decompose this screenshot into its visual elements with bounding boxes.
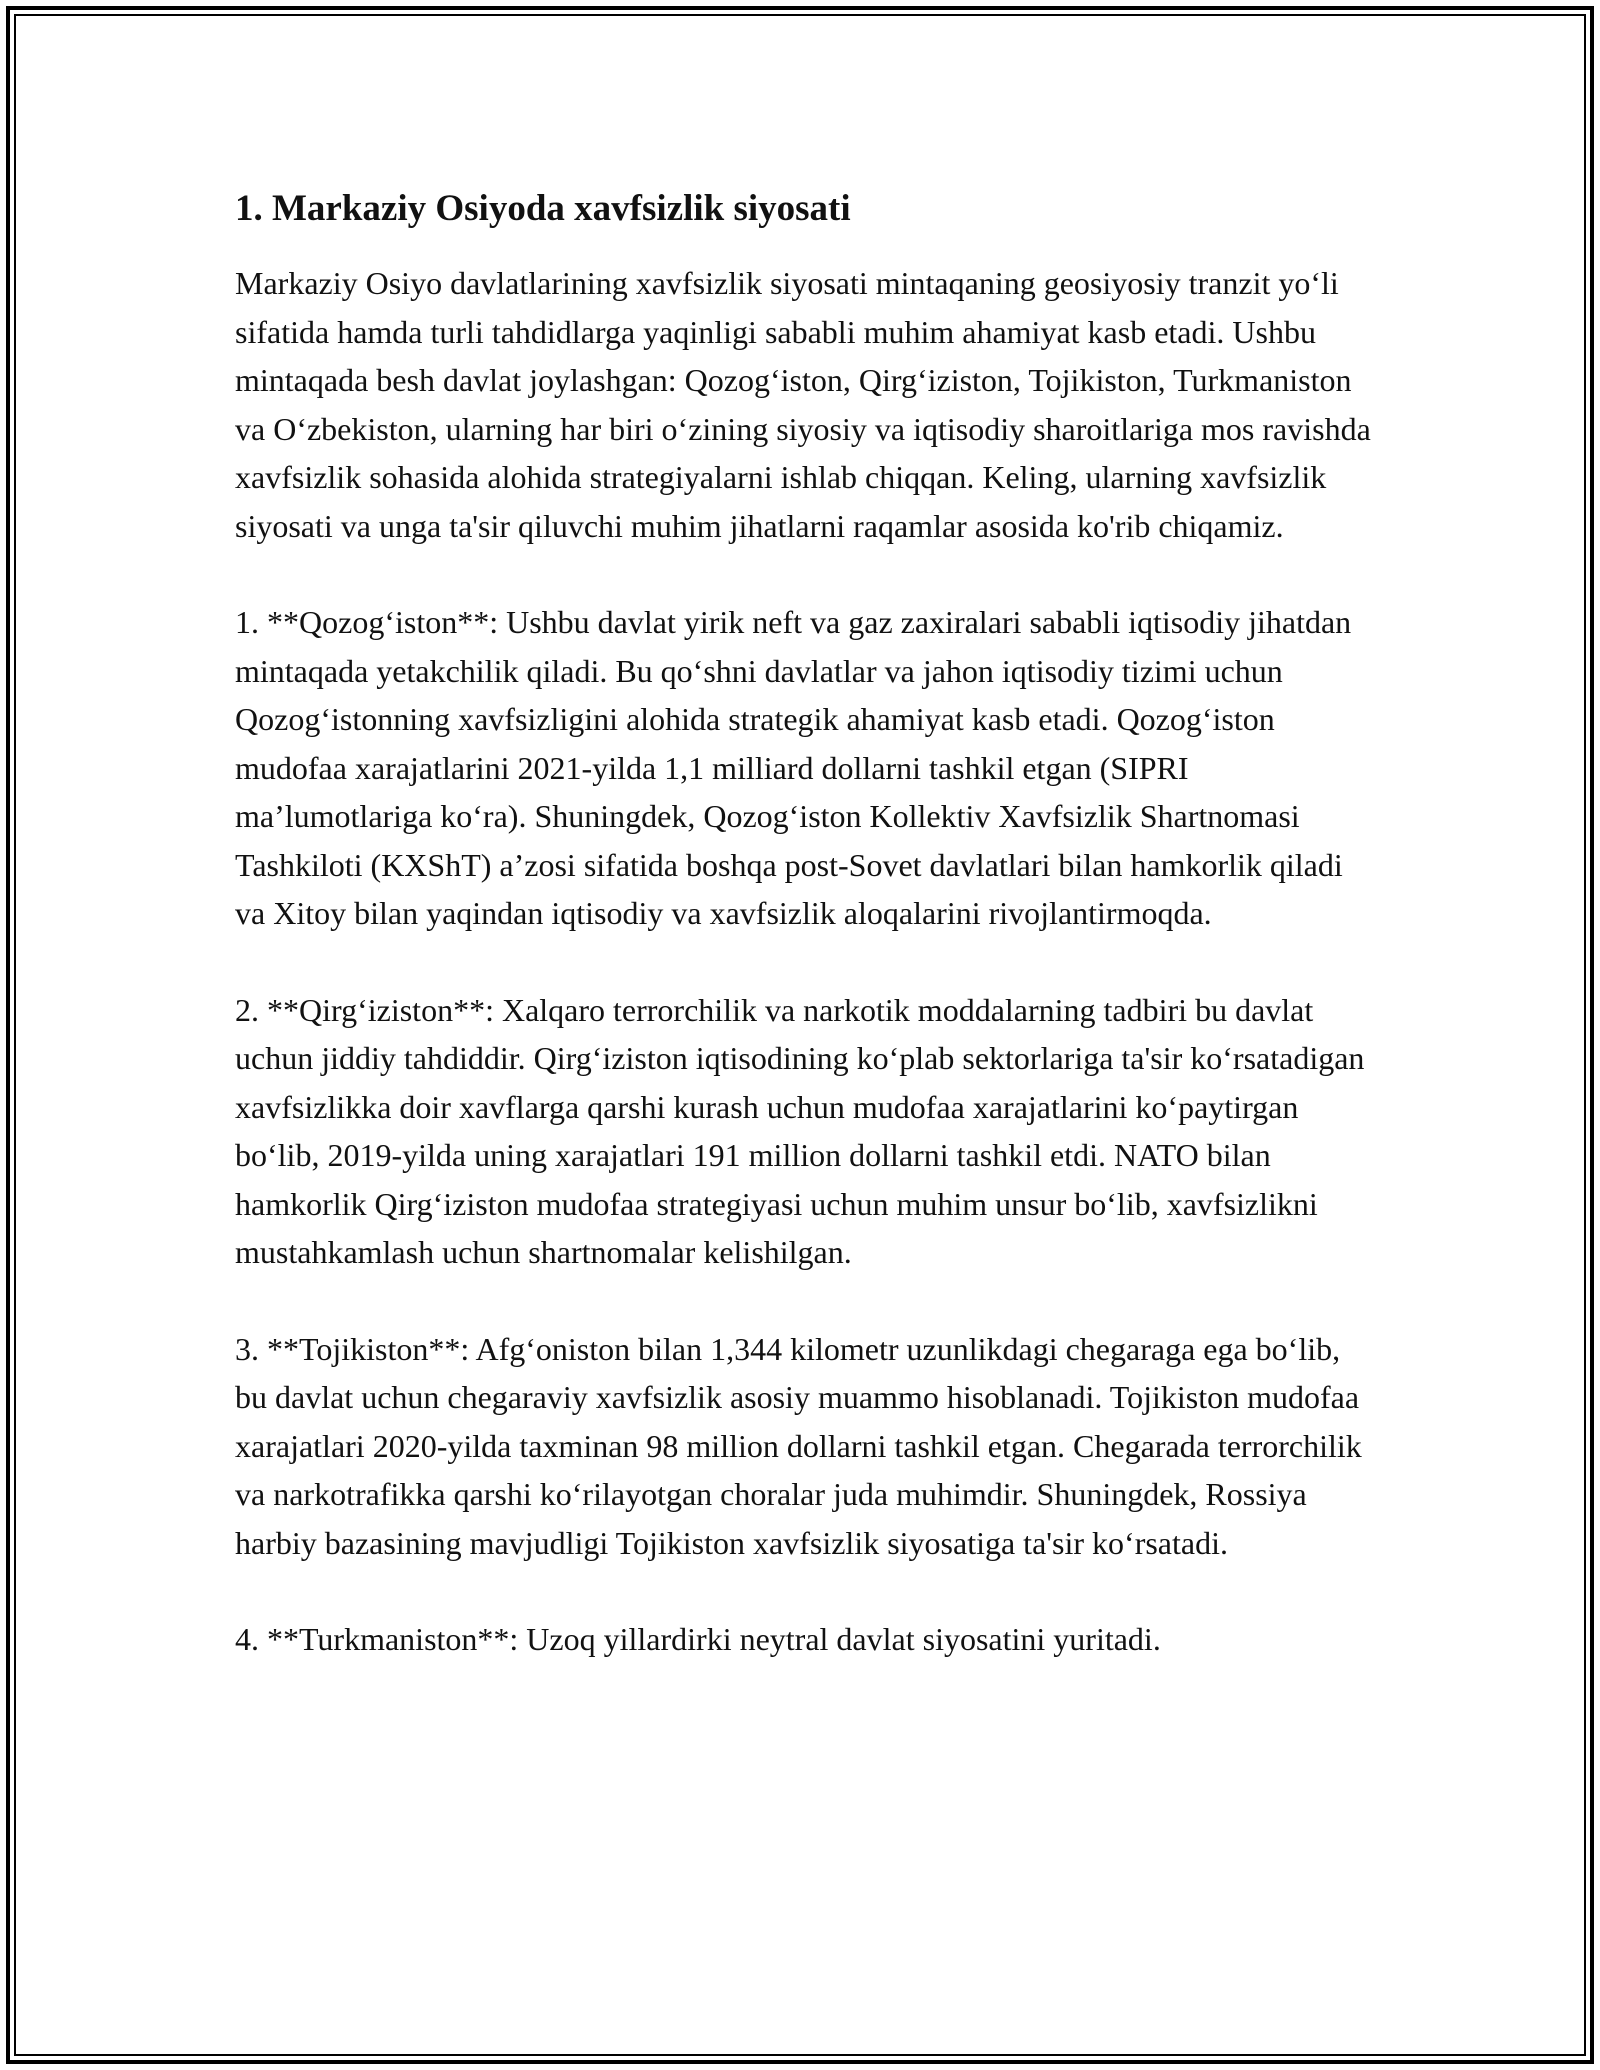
paragraph-turkmenistan: 4. **Turkmaniston**: Uzoq yillardirki neytral davlat siyosatini yuritadi. (235, 1621, 1161, 1657)
document-body (235, 185, 1375, 1712)
paragraph-tajikistan: 3. **Tojikiston**: Afg‘oniston bilan 1,344 kilometr uzunlikdagi chegaraga ega bo‘lib, bu davlat uchun chegaraviy xavfsizlik asosiy muammo hisoblanadi. Tojikiston mudofaa xarajatlari 2020-yilda taxminan 98 million dollarni tashkil etgan. Chegarada terrorchilik va narkotrafikka qarshi ko‘rilayotgan choralar juda muhimdir. Shuningdek, Rossiya harbiy bazasining mavjudligi Tojikiston xavfsizlik siyosatiga ta'sir ko‘rsatadi. (235, 1330, 1362, 1561)
section-title: 1. Markaziy Osiyoda xavfsizlik siyosati (235, 188, 851, 229)
paragraph-kyrgyzstan: 2. **Qirg‘iziston**: Xalqaro terrorchilik va narkotik moddalarning tadbiri bu davlat uchun jiddiy tahdiddir. Qirg‘iziston iqtisodining ko‘plab sektorlariga ta'sir ko‘rsatadigan xavfsizlikka doir xavflarga qarshi kurash uchun mudofaa xarajatlarini ko‘paytirgan bo‘lib, 2019-yilda uning xarajatlari 191 million dollarni tashkil etdi. NATO bilan hamkorlik Qirg‘iziston mudofaa strategiyasi uchun muhim unsur bo‘lib, xavfsizlikni mustahkamlash uchun shartnomalar kelishilgan. (235, 991, 1365, 1270)
paragraph-kazakhstan: 1. **Qozog‘iston**: Ushbu davlat yirik neft va gaz zaxiralari sababli iqtisodiy jihatdan mintaqada yetakchilik qiladi. Bu qo‘shni davlatlar va jahon iqtisodiy tizimi uchun Qozog‘istonning xavfsizligini alohida strategik ahamiyat kasb etadi. Qozog‘iston mudofaa xarajatlarini 2021-yilda 1,1 milliard dollarni tashkil etgan (SIPRI ma’lumotlariga ko‘ra). Shuningdek, Qozog‘iston Kollektiv Xavfsizlik Shartnomasi Tashkiloti (KXShT) a’zosi sifatida boshqa post-Sovet davlatlari bilan hamkorlik qiladi va Xitoy bilan yaqindan iqtisodiy va xavfsizlik aloqalarini rivojlantirmoqda. (235, 604, 1352, 931)
intro-paragraph: Markaziy Osiyo davlatlarining xavfsizlik siyosati mintaqaning geosiyosiy tranzit yo‘li sifatida hamda turli tahdidlarga yaqinligi sababli muhim ahamiyat kasb etadi. Ushbu mintaqada besh davlat joylashgan: Qozog‘iston, Qirg‘iziston, Tojikiston, Turkmaniston va O‘zbekiston, ularning har biri o‘zining siyosiy va iqtisodiy sharoitlariga mos ravishda xavfsizlik sohasida alohida strategiyalarni ishlab chiqqan. Keling, ularning xavfsizlik siyosati va unga ta'sir qiluvchi muhim jihatlarni raqamlar asosida ko'rib chiqamiz. (235, 265, 1371, 544)
